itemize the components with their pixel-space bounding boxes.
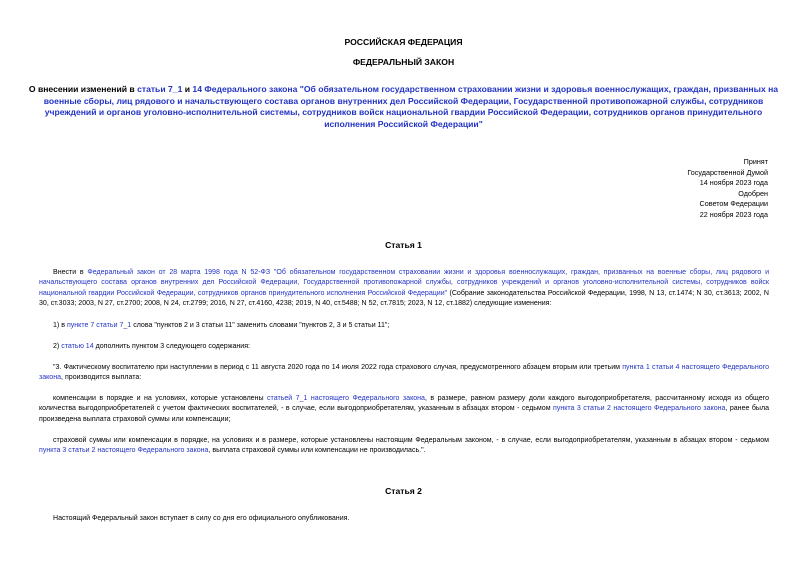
para-text: "3. Фактическому воспитателю при наступлении в период с 11 августа 2020 года по 14 июля 2022 года страхового случая, предусмотренного абзацем вторым или третьим bbox=[53, 364, 623, 371]
para-text: Внести в bbox=[53, 269, 88, 276]
country-heading: РОССИЙСКАЯ ФЕДЕРАЦИЯ bbox=[344, 37, 463, 47]
article-1-heading: Статья 1 bbox=[385, 240, 422, 250]
para-text: , производится выплата: bbox=[61, 374, 142, 382]
insurance-sum-paragraph bbox=[39, 436, 769, 457]
approved-by: Советом Федерации bbox=[699, 199, 768, 208]
para-text: 2) bbox=[53, 343, 62, 350]
accepted-label: Принят bbox=[743, 157, 768, 166]
article-1-paragraph-intro bbox=[39, 268, 769, 310]
title-link-article-7-1[interactable]: статьи 7_1 bbox=[137, 84, 183, 94]
new-point-3-paragraph bbox=[39, 363, 769, 384]
article-2-heading: Статья 2 bbox=[385, 486, 422, 496]
law-title bbox=[28, 84, 779, 130]
title-text-1: О внесении изменений в bbox=[28, 84, 138, 94]
approved-date: 22 ноября 2023 года bbox=[699, 209, 768, 219]
article-2-point-3-link[interactable]: пункта 3 статьи 2 настоящего Федерального закона bbox=[553, 405, 726, 413]
approved-label: Одобрен bbox=[738, 188, 768, 198]
article-1-item-2 bbox=[39, 342, 769, 352]
title-link-article-14[interactable]: 14 Федерального закона "Об обязательном государственном страховании жизни и здоровья военнослужащих, граждан, призванных на военные сборы, лиц рядового и начальствующего состава органов внутренних дел Российской Федерации, Государственной противопожарной службы, сотрудников учреждений и органов уголовно-исполнительной системы, сотрудников войск национальной гвардии Российской Федерации, сотрудников органов принудительного исполнения Российской Федерации" bbox=[43, 84, 779, 129]
article-4-point-1-link[interactable]: пункта 1 статьи 4 настоящего Федерального закона bbox=[39, 364, 769, 382]
para-text: (Собрание законодательства Российской Федерации, 1998, N 13, ст.1474; N 30, ст.3613; 2002, N 30, ст.3033; 2003, N 27, ст.2700; 2008, N 24, ст.2799; 2016, N 27, ст.4160, 4238; 2019, N 40, ст.5488; N 52, ст.7815; 2023, N 12, ст.1882) следующие изменения: bbox=[39, 289, 769, 308]
para-text: 1) в bbox=[53, 322, 67, 329]
para-text: , ранее была произведена выплата страховой суммы или компенсации; bbox=[39, 405, 769, 423]
accepted-date: 14 ноября 2023 года bbox=[699, 178, 768, 187]
para-text: , в размере, равном размеру доли каждого выгодоприобретателя, рассчитанному исходя из общего количества выгодоприобретателей с учетом фактических воспитателей, - в случае, если выгодоприобретателям, указанным в абзацах втором - седьмом bbox=[39, 395, 769, 413]
accepted-by: Государственной Думой bbox=[687, 167, 768, 177]
para-text: страховой суммы или компенсации в порядке, на условиях и в размере, которые установлены настоящим Федеральным законом, - в случае, если выгодоприобретателям, указанным в абзацах втором - седьмом bbox=[53, 437, 769, 444]
federal-law-link[interactable]: Федеральный закон от 28 марта 1998 года N 52-ФЗ "Об обязательном государственном страховании жизни и здоровья военнослужащих, граждан, призванных на военные сборы, лиц рядового и начальствующего состава органов внутренних дел Российской Федерации, Государственной противопожарной службы, сотрудников учреждений и органов уголовно-исполнительной системы, сотрудников войск национальной гвардии Российской Федерации, сотрудников органов принудительного исполнения Российской Федерации" bbox=[39, 269, 769, 297]
article-2-point-3-link[interactable]: пункта 3 статьи 2 настоящего Федерального закона bbox=[39, 447, 209, 455]
para-text: компенсации в порядке и на условиях, которые установлены bbox=[53, 395, 268, 402]
article-7-1-point-7-link[interactable]: пункте 7 статьи 7_1 bbox=[66, 322, 132, 329]
compensation-paragraph bbox=[39, 394, 769, 425]
article-2-paragraph: Настоящий Федеральный закон вступает в силу со дня его официального опубликования. bbox=[53, 515, 350, 522]
para-text: , выплата страховой суммы или компенсации не производилась.". bbox=[208, 447, 426, 455]
law-type-heading: ФЕДЕРАЛЬНЫЙ ЗАКОН bbox=[352, 57, 455, 67]
title-text-2: и bbox=[182, 84, 193, 94]
para-text: слова "пунктов 2 и 3 статьи 11" заменить словами "пунктов 2, 3 и 5 статьи 11"; bbox=[131, 322, 390, 329]
adoption-info bbox=[568, 157, 768, 220]
article-14-link[interactable]: статью 14 bbox=[61, 343, 94, 350]
article-1-item-1 bbox=[39, 321, 769, 331]
para-text: дополнить пунктом 3 следующего содержания: bbox=[93, 343, 250, 350]
article-7-1-link[interactable]: статьей 7_1 настоящего Федерального закона bbox=[267, 395, 425, 402]
